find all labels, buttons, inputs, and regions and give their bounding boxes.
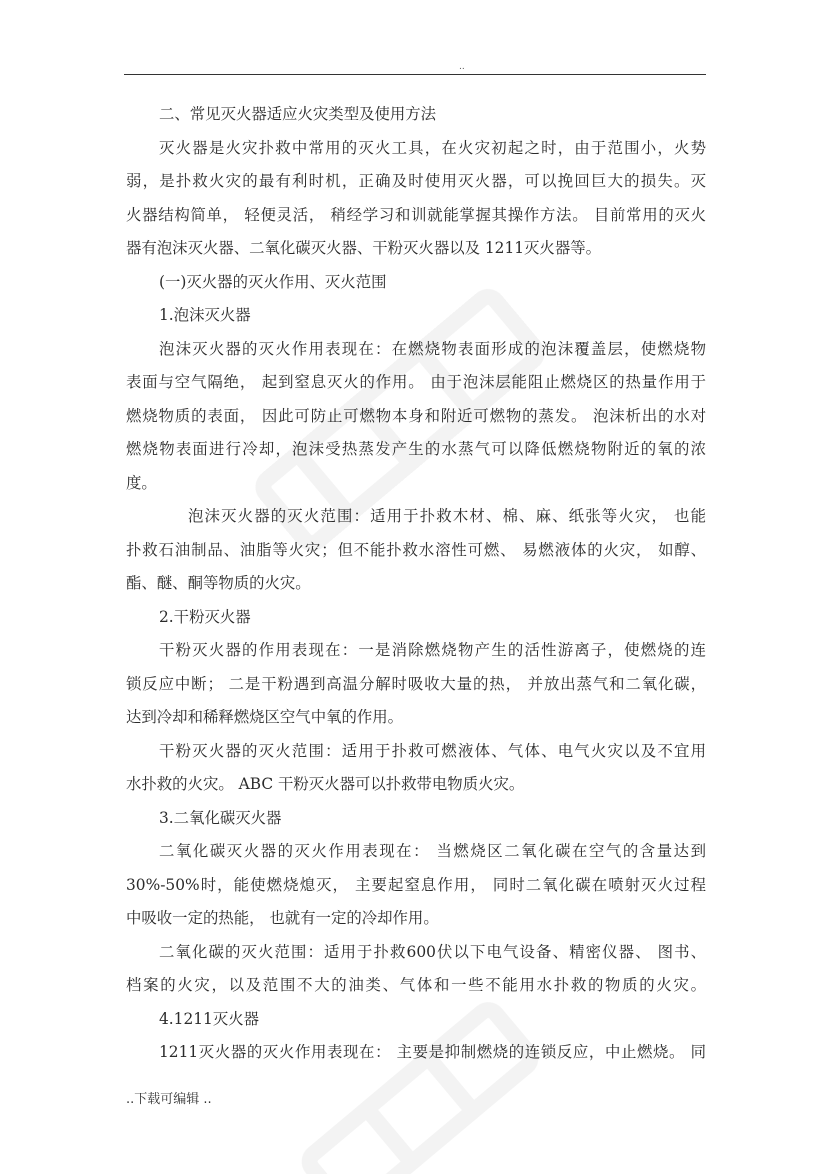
paragraph-line: 表面与空气隔绝， 起到窒息灭火的作用。 由于泡沫层能阻止燃烧区的热量作用于 (126, 373, 706, 391)
paragraph-line: 弱，是扑救火灾的最有利时机，正确及时使用灭火器，可以挽回巨大的损失。灭 (126, 172, 706, 190)
paragraph-line: 度。 (126, 473, 157, 492)
paragraph-line: 灭火器是火灾扑救中常用的灭火工具，在火灾初起之时，由于范围小，火势 (159, 138, 706, 157)
paragraph-line: 燃烧物表面进行冷却，泡沫受热蒸发产生的水蒸气可以降低燃烧物附近的氧的浓 (126, 440, 706, 458)
paragraph-line: 水扑救的火灾。 ABC 干粉灭火器可以扑救带电物质火灾。 (126, 775, 525, 793)
item-heading: 4.1211灭火器 (159, 1009, 260, 1028)
paragraph-line: 泡沫灭火器的灭火范围：适用于扑救木材、棉、麻、纸张等火灾， 也能 (188, 507, 706, 525)
header-mark: .. (459, 62, 465, 72)
section-heading: 二、常见灭火器适应火灾类型及使用方法 (159, 105, 437, 123)
paragraph-line: 中吸收一定的热能， 也就有一定的冷却作用。 (126, 909, 439, 927)
paragraph-line: 干粉灭火器的灭火范围：适用于扑救可燃液体、气体、电气火灾以及不宜用 (159, 741, 706, 760)
subsection-heading: (一)灭火器的灭火作用、灭火范围 (159, 272, 387, 291)
paragraph-line: 二氧化碳的灭火范围：适用于扑救600伏以下电气设备、精密仪器、 图书、 (159, 942, 706, 961)
paragraph-line: 器有泡沫灭火器、二氧化碳灭火器、干粉灭火器以及 1211灭火器等。 (126, 239, 601, 257)
paragraph-line: 30%-50%时，能使燃烧熄灭， 主要起窒息作用， 同时二氧化碳在喷射灭火过程 (126, 875, 706, 894)
paragraph-line: 火器结构简单， 轻便灵活， 稍经学习和训就能掌握其操作方法。 目前常用的灭火 (126, 205, 706, 224)
paragraph-line: 燃烧物质的表面， 因此可防止可燃物本身和附近可燃物的蒸发。 泡沫析出的水对 (126, 406, 706, 425)
paragraph-line: 二氧化碳灭火器的灭火作用表现在： 当燃烧区二氧化碳在空气的含量达到 (159, 842, 706, 860)
paragraph-line: 扑救石油制品、油脂等火灾；但不能扑救水溶性可燃、 易燃液体的火灾， 如醇、 (126, 540, 706, 559)
paragraph-line: 1211灭火器的灭火作用表现在： 主要是抑制燃烧的连锁反应，中止燃烧。 同 (159, 1043, 706, 1061)
header-rule (124, 74, 706, 75)
paragraph-line: 锁反应中断； 二是干粉遇到高温分解时吸收大量的热， 并放出蒸气和二氧化碳， (126, 674, 706, 693)
footer-note: ..下载可编辑 .. (126, 1092, 212, 1107)
paragraph-line: 达到冷却和稀释燃烧区空气中氧的作用。 (126, 708, 404, 726)
paragraph-line: 干粉灭火器的作用表现在：一是消除燃烧物产生的活性游离子，使燃烧的连 (159, 641, 706, 659)
item-heading: 1.泡沫灭火器 (159, 306, 251, 324)
document-body (126, 98, 706, 1070)
item-heading: 3.二氧化碳灭火器 (159, 808, 282, 827)
item-heading: 2.干粉灭火器 (159, 607, 251, 626)
paragraph-line: 泡沫灭火器的灭火作用表现在：在燃烧物表面形成的泡沫覆盖层，使燃烧物 (159, 339, 706, 358)
paragraph-line: 档案的火灾，以及范围不大的油类、气体和一些不能用水扑救的物质的火灾。 (126, 976, 706, 994)
paragraph-line: 酯、醚、酮等物质的火灾。 (126, 574, 311, 592)
